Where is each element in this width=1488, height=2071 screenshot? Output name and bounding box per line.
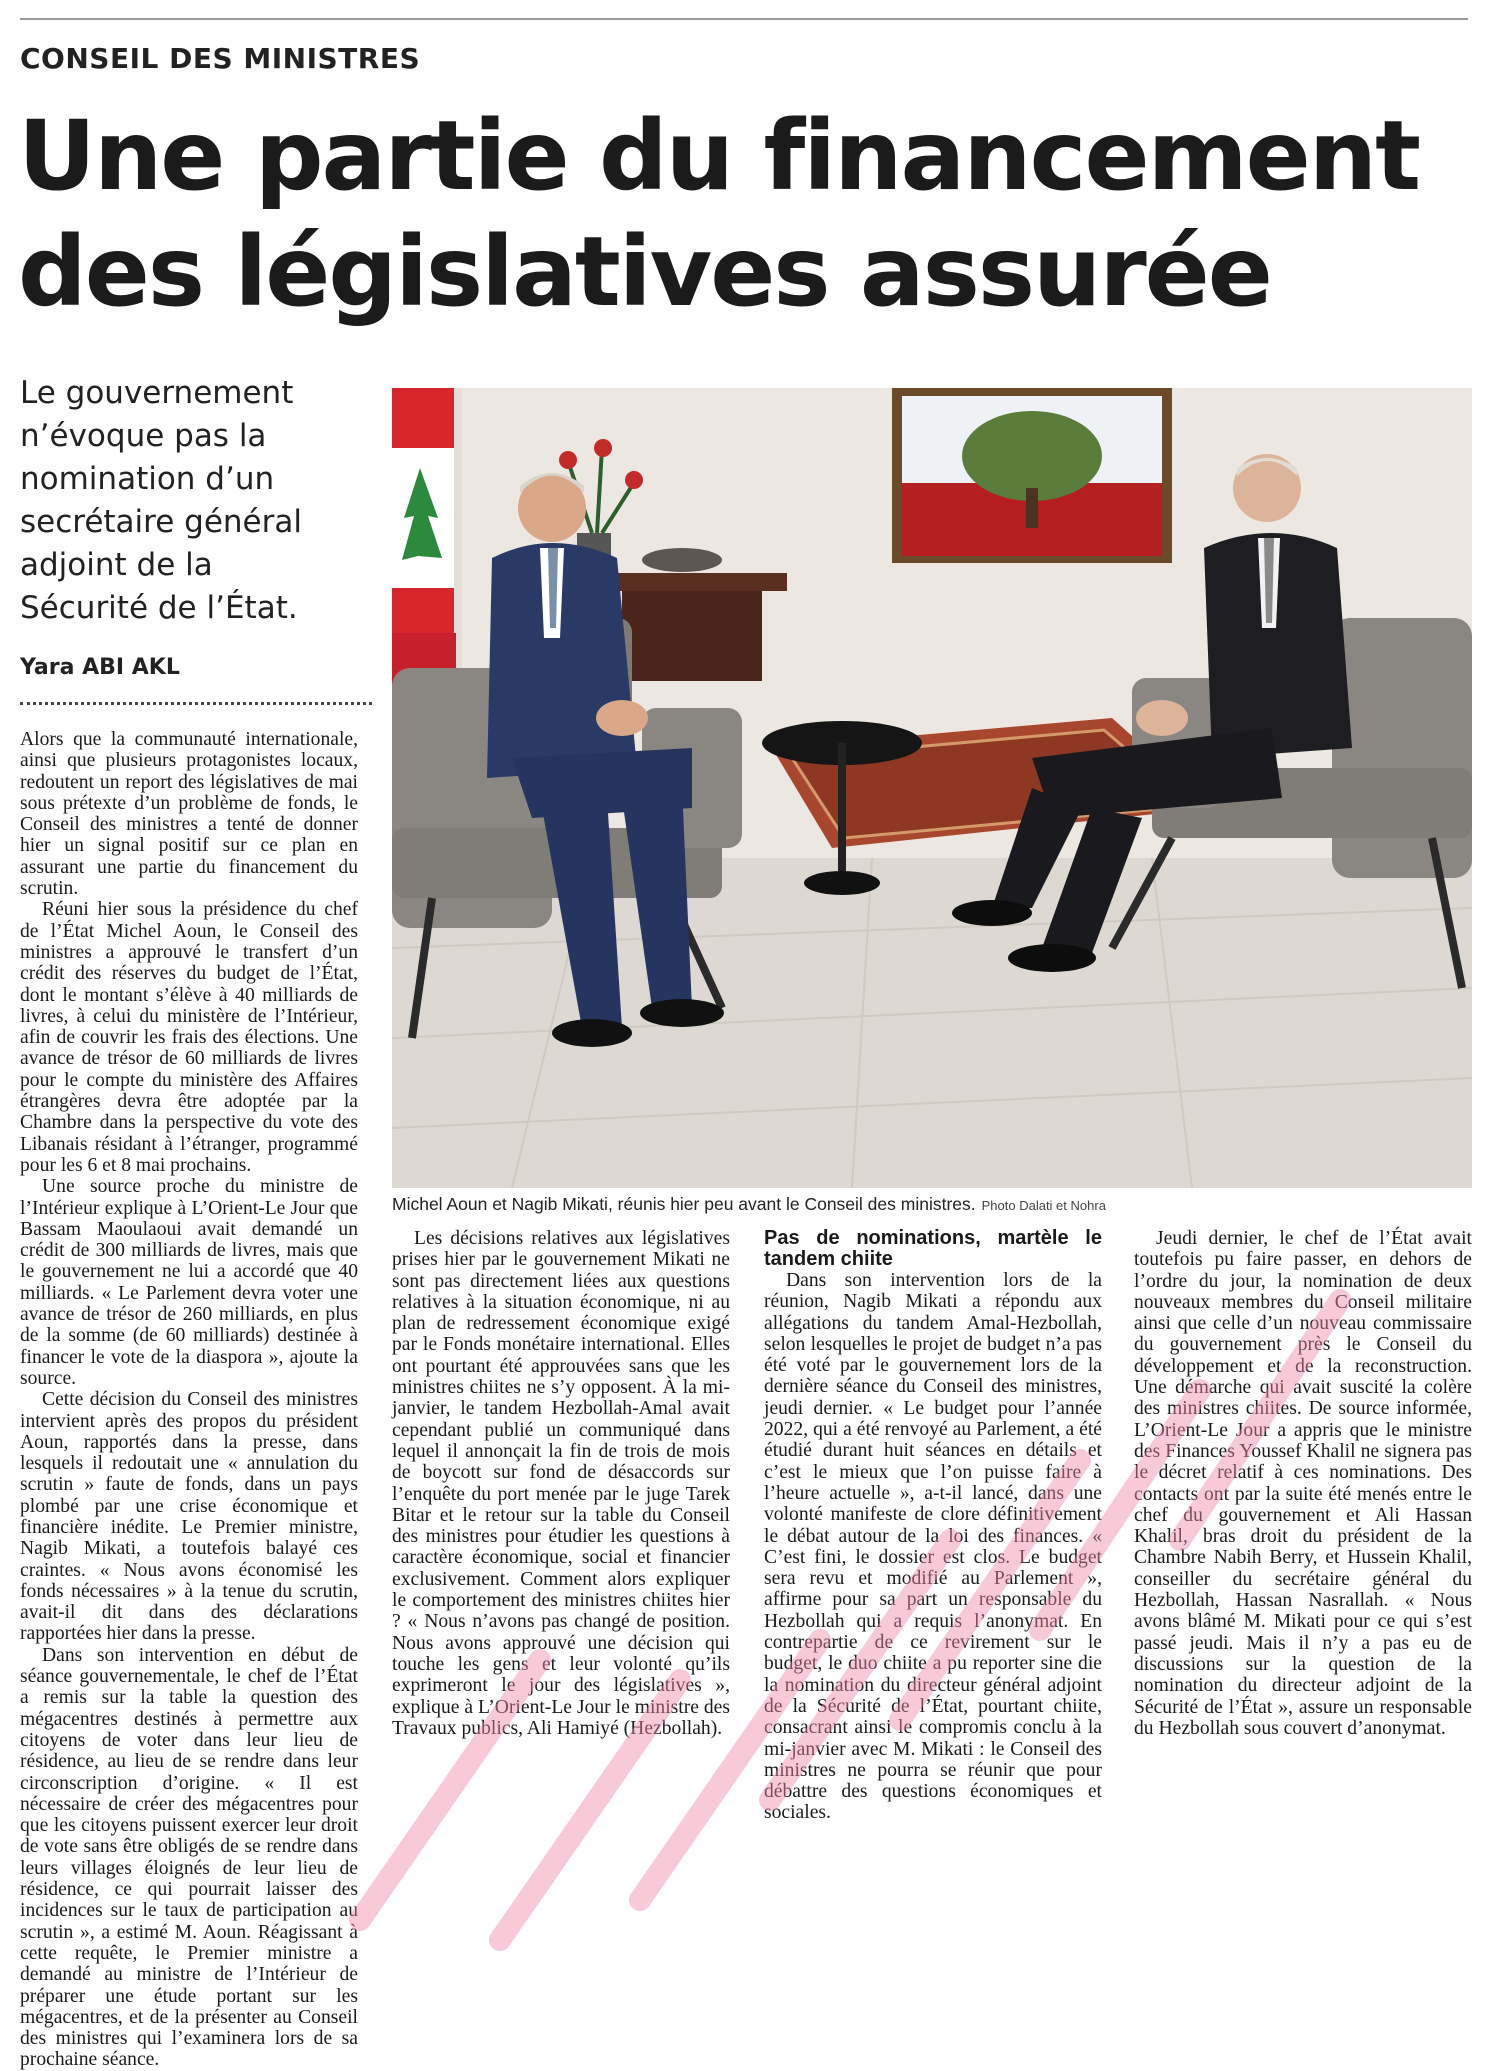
section-kicker: CONSEIL DES MINISTRES — [20, 42, 421, 75]
dotted-divider — [20, 702, 372, 705]
byline: Yara ABI AKL — [20, 655, 180, 680]
standfirst — [20, 372, 380, 630]
headline — [18, 98, 1458, 330]
article-paragraph: Réuni hier sous la présidence du chef de l’État Michel Aoun, le Conseil des ministres a approuvé le transfert d’un crédit des réserves du budget de l’État, dont le montant s’élève à 40 milliards de livres, à celui du ministère de l’Intérieur, afin de couvrir les frais des élections. Une avance de trésor de 60 milliards de livres pour le compte du ministère des Affaires étrangères devra être adoptée par la Chambre dans la perspective du vote des Libanais résidant à l’étranger, programmé pour les 6 et 8 mai prochains. — [20, 899, 358, 1176]
article-photo — [392, 388, 1472, 1188]
standfirst-line: n’évoque pas la — [20, 418, 267, 454]
article-paragraph: Alors que la communauté internationale, ainsi que plusieurs protagonistes locaux, redoutent un report des législatives de mai sous prétexte d’un problème de fonds, le Conseil des ministres a tenté de donner hier un signal positif sur ce plan en assurant une partie du financement du scrutin. — [20, 729, 358, 900]
article-paragraph: Dans son intervention lors de la réunion, Nagib Mikati a répondu aux allégations du tandem Amal-Hezbollah, selon lesquelles le projet de budget n’a pas été voté par le gouvernement lors de la dernière séance du Conseil des ministres, jeudi dernier. « Le budget pour l’année 2022, qui a été renvoyé au Parlement, a été étudié durant huit séances en détails et c’est le mieux que l’on puisse faire à l’heure actuelle », a-t-il lancé, dans une volonté manifeste de clore définitivement le débat autour de la loi des finances. « C’est fini, le dossier est clos. Le budget sera revu et modifié au Parlement », affirme pour sa part un responsable du Hezbollah qui a requis l’anonymat. En contrepartie de ce revirement sur le budget, le duo chiite a pu reporter sine die la nomination du directeur général adjoint de la Sécurité de l’État, pourtant chiite, consacrant ainsi le compromis conclu à la mi-janvier avec M. Mikati : le Conseil des ministres ne pourra se réunir que pour débattre des questions économiques et sociales. — [764, 1270, 1102, 1824]
article-column — [764, 1228, 1102, 1824]
article-paragraph: Jeudi dernier, le chef de l’État avait toutefois pu faire passer, en dehors de l’ordre du jour, la nomination de deux nouveaux membres du Conseil militaire ainsi que celle d’un nouveau commissaire du gouvernement près le Conseil du développement et de la reconstruction. Une démarche qui avait suscité la colère des ministres chiites. De source informée, L’Orient-Le Jour a appris que le ministre des Finances Youssef Khalil ne signera pas le décret relatif à ces nominations. Des contacts ont par la suite été menés entre le chef du gouvernement et Ali Hassan Khalil, bras droit du président de la Chambre Nabih Berry, et Hussein Khalil, conseiller du secrétaire général du Hezbollah, Hassan Nasrallah. « Nous avons blâmé M. Mikati pour ce qui s’est passé jeudi. Mais il n’y a pas eu de discussions sur la question de la nomination du directeur adjoint de la Sécurité de l’État », assure un responsable du Hezbollah sous couvert d’anonymat. — [1134, 1228, 1472, 1739]
article-paragraph: Cette décision du Conseil des ministres intervient après des propos du président Aoun, rapportés dans la presse, dans lesquels il redoutait une « annulation du scrutin » faute de fonds, dans un pays plombé par une crise économique et financière inédite. Le Premier ministre, Nagib Mikati, a toutefois balayé ces craintes. « Nous avons économisé les fonds nécessaires » à la tenue du scrutin, avait-il dit dans des déclarations rapportées hier dans la presse. — [20, 1389, 358, 1645]
article-column — [1134, 1228, 1472, 1739]
headline-line: des législatives assurée — [18, 216, 1271, 328]
meeting-photo-illustration — [392, 388, 1472, 1188]
top-rule — [20, 18, 1468, 20]
standfirst-line: nomination d’un — [20, 461, 275, 497]
standfirst-line: Le gouvernement — [20, 375, 294, 411]
photo-caption — [392, 1194, 1106, 1215]
article-paragraph: Dans son intervention en début de séance gouvernementale, le chef de l’État a remis sur la table la question des mégacentres destinés à permettre aux citoyens de voter dans leur lieu de résidence, au lieu de se rendre dans leur circonscription d’origine. « Il est nécessaire de créer des mégacentres pour que les citoyens puissent exercer leur droit de vote sans être obligés de se rendre dans leurs villages éloignés de leur lieu de résidence, ce qui pourrait laisser des incidences sur le taux de participation au scrutin », a estimé M. Aoun. Réagissant à cette requête, le Premier ministre a demandé au ministre de l’Intérieur de préparer une étude portant sur les mégacentres, et de la présenter au Conseil des ministres qui l’examinera lors de sa prochaine séance. — [20, 1644, 358, 2071]
article-column — [392, 1228, 730, 1739]
standfirst-line: secrétaire général — [20, 504, 302, 540]
standfirst-line: adjoint de la — [20, 547, 213, 583]
standfirst-line: Sécurité de l’État. — [20, 590, 298, 626]
article-paragraph: Une source proche du ministre de l’Intérieur explique à L’Orient-Le Jour que Bassam Maoulaoui avait demandé un crédit de 300 milliards de livres, mais que le gouvernement ne lui a accordé que 40 milliards. « Le Parlement devra voter une avance de trésor de 260 milliards, en plus de la somme (de 60 milliards) destinée à financer le vote de la diaspora », ajoute la source. — [20, 1176, 358, 1389]
article-column — [20, 729, 358, 2071]
caption-text: Michel Aoun et Nagib Mikati, réunis hier peu avant le Conseil des ministres. — [392, 1194, 976, 1214]
article-subhead: Pas de nominations, martèle le tandem chiite — [764, 1227, 1102, 1270]
photo-credit: Photo Dalati et Nohra — [981, 1198, 1106, 1213]
article-paragraph: Les décisions relatives aux législatives prises hier par le gouvernement Mikati ne sont pas directement liées aux questions relatives à la situation économique, ni au plan de redressement économique exigé par le Fonds monétaire international. Elles ont pourtant été approuvées sans que les ministres chiites ne s’y opposent. À la mi-janvier, le tandem Hezbollah-Amal avait cependant publié un communiqué dans lequel il annonçait la fin de trois de mois de boycott sur fond de désaccords sur l’enquête du port menée par le juge Tarek Bitar et le retour sur la table du Conseil des ministres pour étudier les questions à caractère économique, social et financier exclusivement. Comment alors expliquer le comportement des ministres chiites hier ? « Nous n’avons pas changé de position. Nous avons approuvé une décision qui touche les gens et leur volonté qu’ils exprimeront le jour des législatives », explique à L’Orient-Le Jour le ministre des Travaux publics, Ali Hamiyé (Hezbollah). — [392, 1228, 730, 1739]
headline-line: Une partie du financement — [18, 100, 1420, 212]
